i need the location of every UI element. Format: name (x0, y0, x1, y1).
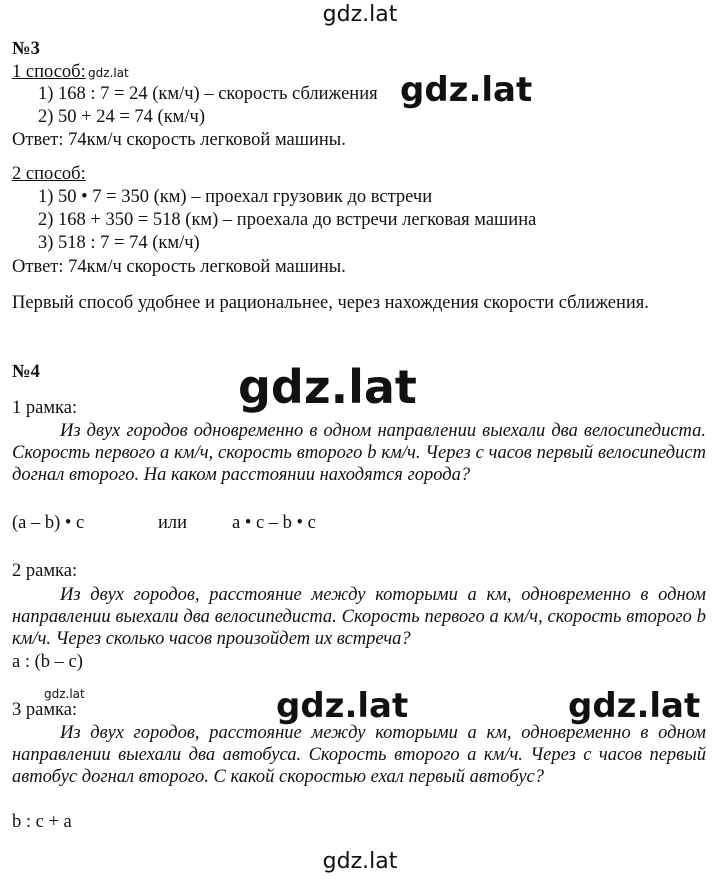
frame1-or: или (158, 513, 188, 533)
watermark-small-1: gdz.lat (88, 66, 129, 80)
frame1-formula-a: (a – b) • c (12, 513, 85, 533)
frame3-label: 3 рамка: (12, 700, 78, 720)
task3-method2-answer: Ответ: 74км/ч скорость легковой машины. (12, 257, 346, 277)
task4-heading: №4 (12, 362, 40, 382)
watermark-top: gdz.lat (322, 2, 398, 27)
task3-method1-step1: 1) 168 : 7 = 24 (км/ч) – скорость сближения (38, 84, 378, 104)
task3-method1-step2: 2) 50 + 24 = 74 (км/ч) (38, 107, 205, 127)
watermark-bottom: gdz.lat (322, 849, 398, 874)
task3-method1-answer: Ответ: 74км/ч скорость легковой машины. (12, 130, 346, 150)
frame3-formula-a: b : c + a (12, 812, 72, 832)
watermark-big-1: gdz.lat (400, 70, 533, 110)
task3-method1-label: 1 способ: (12, 62, 86, 82)
frame1-formula-b: a • c – b • c (232, 513, 316, 533)
frame3-text: Из двух городов, расстояние между которыми а км, одновременно в одном направлении выехали два автобуса. Скорость второго а км/ч. Через с часов первый автобус догнал второго. С какой скоростью ехал первый автобус? (12, 723, 706, 787)
watermark-small-2: gdz.lat (44, 687, 85, 701)
task3-method2-step1: 1) 50 • 7 = 350 (км) – проехал грузовик до встречи (38, 187, 433, 207)
frame1-label: 1 рамка: (12, 398, 78, 418)
task3-method2-label: 2 способ: (12, 164, 86, 184)
watermark-big-3: gdz.lat (568, 686, 701, 726)
frame2-label: 2 рамка: (12, 561, 78, 581)
frame1-text: Из двух городов одновременно в одном направлении выехали два велосипедиста. Скорость первого а км/ч, скорость второго b км/ч. Через с часов первый велосипедист догнал второго. На каком расстоянии находятся города? (12, 421, 706, 485)
watermark-big-2: gdz.lat (276, 686, 409, 726)
task3-method2-step2: 2) 168 + 350 = 518 (км) – проехала до встречи легковая машина (38, 210, 537, 230)
task3-method2-step3: 3) 518 : 7 = 74 (км/ч) (38, 233, 200, 253)
frame2-text: Из двух городов, расстояние между которыми а км, одновременно в одном направлении выехали два велосипедиста. Скорость первого а км/ч, скорость второго b км/ч. Через сколько часов произойдет их встреча? (12, 585, 706, 649)
task3-heading: №3 (12, 39, 40, 59)
task3-conclusion: Первый способ удобнее и рациональнее, через нахождения скорости сближения. (12, 293, 649, 313)
watermark-huge: gdz.lat (238, 360, 417, 414)
frame2-formula-a: a : (b – c) (12, 652, 83, 672)
